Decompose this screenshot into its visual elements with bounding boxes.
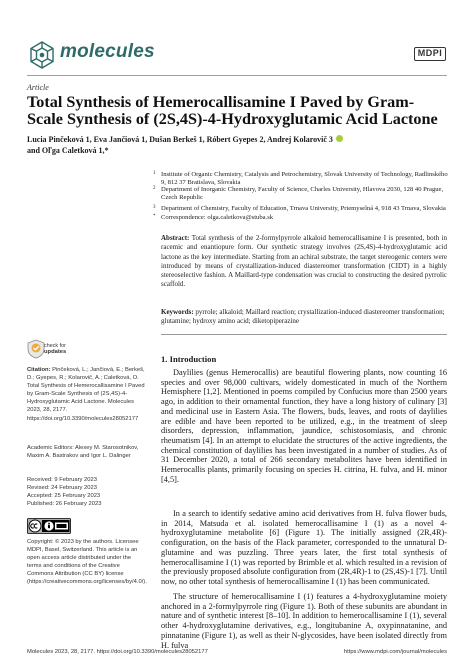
header-divider: [27, 75, 447, 76]
abstract-divider: [161, 334, 447, 335]
author-list: [27, 134, 447, 156]
check-for-updates-icon[interactable]: [27, 339, 45, 359]
check-for-updates-label[interactable]: check for updates: [44, 343, 67, 355]
citation: Citation: Pinčeková, L.; Jančiová, E.; Berkeš, D.; Gyepes, R.; Kolarovič, A.; Caletková, O. Total Synthesis of Hemerocallisamine I Paved by Gram-Scale Synthesis of (2S,4S)-4-Hydroxyglutamic Acid Lactone. Molecules 2023, 28, 2177. https://doi.org/10.3390/molecules28052177: [27, 367, 145, 422]
section-heading: 1. Introduction: [161, 354, 217, 364]
affiliation-2: 2 Department of Inorganic Chemistry, Faculty of Science, Charles University, Hlavova 2030, 128 40 Prague, Czech Republic: [153, 186, 444, 202]
author-line-2: and Oľga Caletková 1,*: [27, 146, 109, 155]
article-title: Total Synthesis of Hemerocallisamine I Paved by Gram-Scale Synthesis of (2S,4S)-4-Hydroxyglutamic Acid Lactone: [27, 93, 438, 128]
publication-dates: [27, 476, 145, 508]
mdpi-logo: MDPI: [414, 47, 446, 61]
journal-name: molecules: [60, 41, 155, 62]
keywords: Keywords: pyrrole; alkaloid; Maillard reaction; crystallization-induced diastereomer transformation; glutamine; hydroxy amino acid; diketopiperazine: [161, 308, 445, 326]
intro-paragraph-3: The structure of hemerocallisamine I (1) features a 4-hydroxyglutamine moiety anchored in a 2-formylpyrrole ring (Figure 1). Both of these subunits are abundant in nature and of synthetic interest [8–10]. In addition to hemerocallisamine I (1), several other 4-hydroxyglutamine derivatives, e.g., longitubanine A, oxypinnatanine, and pinnatanine (Figure 1), as well as their N-glycosides, have been isolated directly from H. fulva: [161, 592, 447, 650]
correspondence: * Correspondence: olga.caletkova@stuba.sk: [153, 214, 274, 221]
article-type: Article: [27, 83, 49, 92]
affiliation-3: 3 Department of Chemistry, Faculty of Education, Trnava University, Priemyselná 4, 918 43 Trnava, Slovakia: [153, 205, 446, 212]
author-line-1: Lucia Pinčeková 1, Eva Jančiová 1, Dušan Berkeš 1, Róbert Gyepes 2, Andrej Kolarovič 3: [27, 134, 447, 145]
copyright-notice: Copyright: © 2023 by the authors. Licensee MDPI, Basel, Switzerland. This article is an open access article distributed under the terms and conditions of the Creative Commons Attribution (CC BY) license (https://creativecommons.org/licenses/by/4.0/).: [27, 539, 147, 586]
orcid-icon[interactable]: [336, 135, 343, 142]
date-received: Received: 9 February 2023: [27, 477, 97, 483]
date-revised: Revised: 24 February 2023: [27, 485, 97, 492]
footer-journal-link[interactable]: https://www.mdpi.com/journal/molecules: [343, 649, 447, 655]
abstract: Abstract: Total synthesis of the 2-formylpyrrole alkaloid hemerocallisamine I is presented, both in racemic and enantiopure form. Our synthetic strategy involves (2S,4S)-4-hydroxyglutamic acid lactone as the key intermediate. Starting from an achiral substrate, the target stereogenic centers were introduced by means of crystallization-induced diastereomer transformation (CIDT) in a highly stereoselective fashion. A Maillard-type condensation was crucial to constructing the desired pyrrolic scaffold.: [161, 234, 447, 289]
date-accepted: Accepted: 25 February 2023: [27, 493, 101, 500]
academic-editors: Academic Editors: Alexey M. Starosotnikov, Maxim A. Bastrakov and Igor L. Dalinger: [27, 445, 139, 460]
creative-commons-icon[interactable]: [27, 518, 71, 534]
affiliation-1: 1 Institute of Organic Chemistry, Catalysis and Petrochemistry, Slovak University of Technology, Radlinského 9, 812 37 Bratislava, Slovakia: [153, 171, 448, 187]
molecules-logo-icon: [27, 40, 57, 70]
intro-paragraph-2: In a search to identify sedative amino acid derivatives from H. fulva flower buds, in 2014, Matsuda et al. isolated hemerocallisamine I (1) as a novel 4-hydroxyglutamine metabolite [6] (Figure 1). The initially assigned (2R,4R)-configuration, on the basis of the Flack parameter, corresponded to the unnatural D-glutamine and was puzzling. Three years later, the first total synthesis of hemerocallisamine I (1) was reported by Brimble et al. which resulted in a revision of the previously proposed absolute configuration from (2R,4R)-1 to (2S,4S)-1 [7]. Until now, no other total synthesis of hemerocallisamine I (1) has been communicated.: [161, 509, 447, 586]
intro-paragraph-1: Daylilies (genus Hemerocallis) are beautiful flowering plants, now counting 16 species and over 98,000 cultivars, widely domesticated in much of the Northern Hemisphere [1,2]. Mentioned in poems compiled by Confucius more than 2500 years ago, in addition to their ornamental function, they have a long history of culinary [3] and medicinal use in Eastern Asia. The flowers, buds, leaves, and roots of daylilies are edible and have been reported to be utilized, e.g., in the treatment of sleep disorders, depression, inflammation, jaundice, schistosomiasis, and chronic rheumatism [4]. In an attempt to elucidate the structures of the active ingredients, the chemical constitution of daylilies has been investigated in a number of studies. As of 31 December 2020, a total of 266 secondary metabolites have been identified in Hemerocallis plants, primarily focusing on species H. citrina, H. fulva, and H. minor [4,5].: [161, 368, 447, 484]
date-published: Published: 26 February 2023: [27, 501, 102, 508]
footer-citation[interactable]: Molecules 2023, 28, 2177. https://doi.org/10.3390/molecules28052177: [27, 649, 208, 655]
